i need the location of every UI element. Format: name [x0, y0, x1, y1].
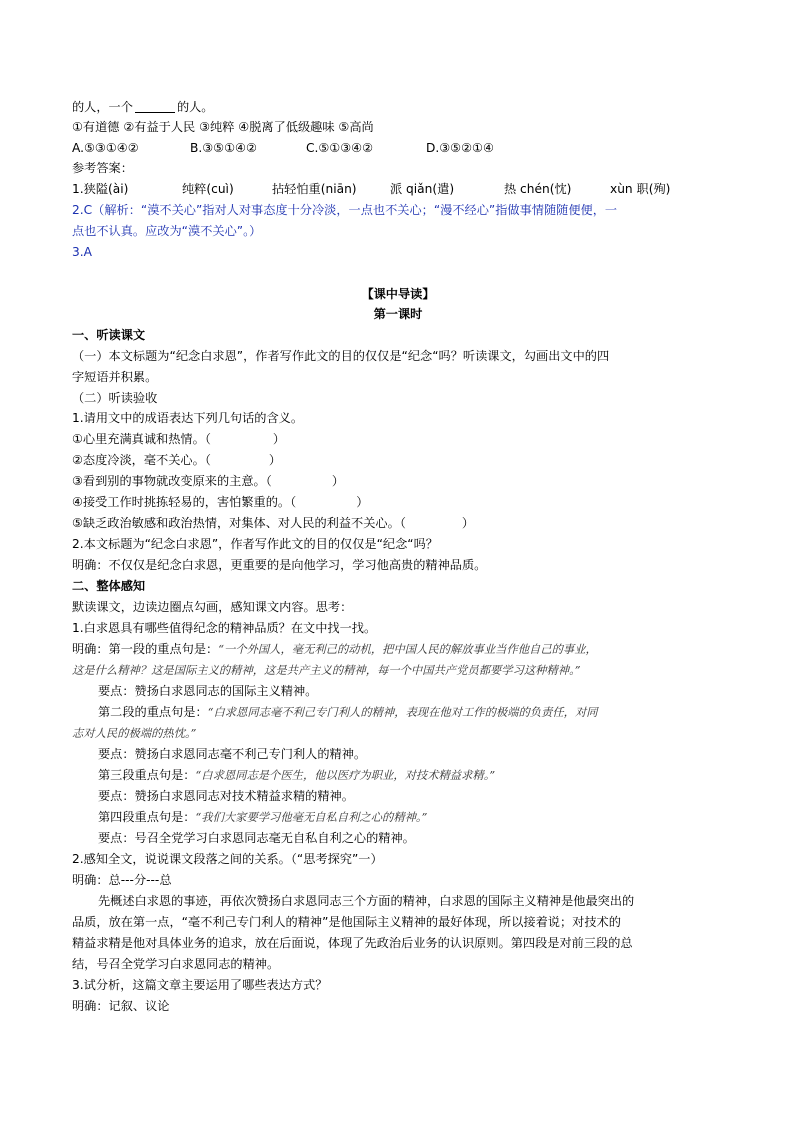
keyline-label: 第四段重点句是： [98, 810, 196, 824]
item-text: ⑤缺乏政治敏感和政治热情，对集体、对人民的利益不关心。（ [72, 516, 406, 530]
choice-b: B.③⑤①④② [190, 141, 257, 155]
keyline-quote: “白求恩同志毫不利己专门利人的精神，表现在他对工作的极端的负责任，对同 [207, 706, 598, 719]
answer-2-line-1: 2.C（解析：“漠不关心”指对人对事态度十分冷淡，一点也不关心；“漫不经心”指做事情随随便便，一 [72, 203, 618, 217]
close-paren: ） [272, 432, 286, 446]
keyline-label: 第二段的重点句是： [98, 705, 208, 719]
answer-3: 3.A [72, 245, 92, 259]
keyline-label: 第三段重点句是： [98, 768, 196, 782]
answer-1-item: 派 qiǎn(遣) [390, 182, 455, 196]
para-2-keyline-cont: 志对人民的极端的热忱。” [72, 727, 197, 740]
blank-underline [135, 100, 175, 113]
choice-d: D.③⑤②①④ [426, 141, 494, 155]
line-text: 的人，一个 [72, 100, 133, 114]
item-text: ①心里充满真诚和热情。（ [72, 432, 211, 446]
reference-title: 参考答案： [72, 161, 133, 175]
keyline-quote: “一个外国人，毫无利己的动机，把中国人民的解放事业当作他自己的事业， [218, 643, 597, 656]
para-2-keyline [98, 704, 598, 721]
part-1-title: 一、听读课文 [72, 328, 146, 342]
section-subheading: 第一课时 [373, 307, 423, 321]
keyline-quote: “白求恩同志是个医生，他以医疗为职业，对技术精益求精。” [195, 769, 496, 782]
close-paren: ） [356, 495, 369, 509]
question-1-item [72, 494, 368, 511]
answer-2-body-2: 品质，放在第一点，“毫不利己专门利人的精神”是他国际主义精神的最好体现，所以接着说；对技术的 [72, 915, 621, 929]
question-1-item [72, 473, 344, 490]
question-1: 1.请用文中的成语表达下列几句话的含义。 [72, 411, 304, 425]
para-3-keyline [98, 767, 495, 784]
close-paren: ） [461, 516, 475, 530]
part-2-question-1: 1.白求恩具有哪些值得纪念的精神品质？在文中找一找。 [72, 621, 377, 635]
para-1-point: 要点：赞扬白求恩同志的国际主义精神。 [98, 684, 318, 698]
item-text: ③看到别的事物就改变原来的主意。（ [72, 474, 272, 488]
answer-1-item: 1.狭隘(ài) [72, 182, 129, 196]
question-2: 2.本文标题为“纪念白求恩”，作者写作此文的目的仅仅是“纪念“吗？ [72, 537, 438, 551]
para-4-point: 要点：号召全党学习白求恩同志毫无自私自利之心的精神。 [98, 831, 415, 845]
close-paren: ） [331, 474, 345, 488]
item-text: ④接受工作时挑拣轻易的，害怕繁重的。（ [72, 495, 297, 509]
para-1-keyline [72, 641, 597, 658]
answer-1 [72, 181, 670, 198]
para-1-keyline-cont: 这是什么精神？这是国际主义的精神，这是共产主义的精神，每一个中国共产党员都要学习这种精神。” [72, 664, 581, 677]
question-1-item [72, 452, 281, 469]
question-1-item [72, 515, 474, 532]
choice-a: A.⑤③①④② [72, 141, 139, 155]
section-heading: 【课中导读】 [361, 287, 435, 301]
para-3-point: 要点：赞扬白求恩同志对技术精益求精的精神。 [98, 789, 354, 803]
options-line: ①有道德 ②有益于人民 ③纯粹 ④脱离了低级趣味 ⑤高尚 [72, 120, 374, 134]
part-2-question-2: 2.感知全文，说说课文段落之间的关系。（“思考探究”一） [72, 852, 383, 866]
part-2-intro: 默读课文，边读边圈点勾画，感知课文内容。思考： [72, 600, 353, 614]
question-1-item [72, 431, 285, 448]
item-text: ②态度冷淡，毫不关心。（ [72, 453, 211, 467]
part-2-question-3: 3.试分析，这篇文章主要运用了哪些表达方式？ [72, 978, 328, 992]
part-1-line-2: 字短语并积累。 [72, 370, 158, 384]
part-2-title: 二、整体感知 [72, 579, 146, 593]
part-1-line-3: （二）听读验收 [72, 391, 158, 405]
fill-blank-line [72, 99, 214, 116]
answer-1-item: 拈轻怕重(niān) [272, 182, 357, 196]
para-4-keyline [98, 809, 427, 826]
para-2-point: 要点：赞扬白求恩同志毫不利己专门利人的精神。 [98, 747, 367, 761]
line-text: 的人。 [176, 100, 214, 114]
answer-2-body-4: 结，号召全党学习白求恩同志的精神。 [72, 957, 280, 971]
answer-1-item: 热 chén(忱) [504, 182, 572, 196]
part-2-answer-2: 明确：总---分---总 [72, 873, 172, 887]
part-1-line-1: （一）本文标题为“纪念白求恩”，作者写作此文的目的仅仅是“纪念“吗？听读课文，勾画出文中的四 [72, 349, 610, 363]
answer-2-body-1: 先概述白求恩的事迹，再依次赞扬白求恩同志三个方面的精神，白求恩的国际主义精神是他最突出的 [98, 894, 635, 908]
keyline-label: 明确：第一段的重点句是： [72, 642, 219, 656]
keyline-quote: “我们大家要学习他毫无自私自利之心的精神。” [195, 811, 428, 824]
answer-1-item: 纯粹(cuì) [182, 182, 234, 196]
question-2-answer: 明确：不仅仅是纪念白求恩，更重要的是向他学习，学习他高贵的精神品质。 [72, 558, 487, 572]
choice-c: C.⑤①③④② [306, 141, 374, 155]
close-paren: ） [268, 453, 282, 467]
answer-2-line-2: 点也不认真。应改为“漠不关心”。） [72, 224, 262, 238]
part-2-answer-3: 明确：记叙、议论 [72, 999, 170, 1013]
answer-1-item: xùn 职(殉) [610, 182, 671, 196]
answer-2-body-3: 精益求精是他对具体业务的追求，放在后面说，体现了先政治后业务的认识原则。第四段是对前三段的总 [72, 936, 633, 950]
choices-line [72, 140, 494, 157]
